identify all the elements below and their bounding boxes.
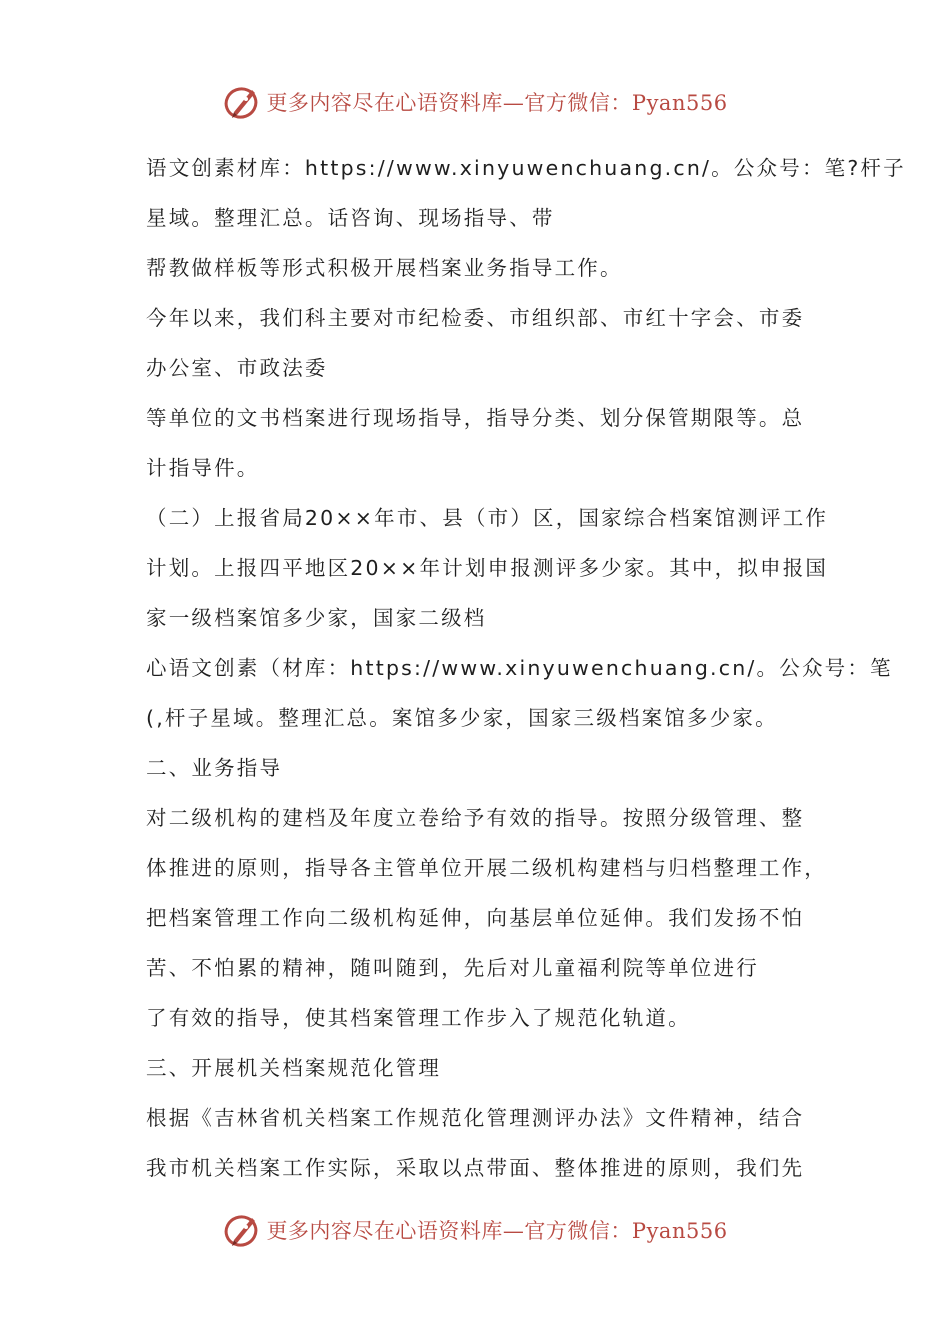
body-line: 办公室、市政法委	[146, 356, 328, 380]
body-line: 家一级档案馆多少家，国家二级档	[146, 606, 487, 630]
body-line: 星域。整理汇总。话咨询、现场指导、带	[146, 206, 555, 230]
header-banner	[0, 80, 950, 124]
body-line: 计指导件。	[146, 456, 260, 480]
body-line: 今年以来，我们科主要对市纪检委、市组织部、市红十字会、市委	[146, 306, 805, 330]
body-line: 心语文创素（材库：https://www.xinyuwenchuang.cn/。公众号：笔	[146, 656, 893, 680]
body-line: 体推进的原则，指导各主管单位开展二级机构建档与归档整理工作，	[146, 856, 827, 880]
body-line: 苦、不怕累的精神，随叫随到，先后对儿童福利院等单位进行	[146, 956, 759, 980]
footer-banner	[0, 1208, 950, 1252]
pen-nib-logo-icon	[222, 82, 262, 122]
banner-text: 更多内容尽在心语资料库—官方微信：Pyan556	[266, 1219, 728, 1243]
body-line: 计划。上报四平地区20××年计划申报测评多少家。其中，拟申报国	[146, 556, 829, 580]
banner-text: 更多内容尽在心语资料库—官方微信：Pyan556	[266, 91, 728, 115]
body-line: 帮教做样板等形式积极开展档案业务指导工作。	[146, 256, 623, 280]
document-body	[146, 143, 906, 1193]
body-line: 语文创素材库：https://www.xinyuwenchuang.cn/。公众号：笔?杆子	[146, 156, 906, 180]
body-line: 对二级机构的建档及年度立卷给予有效的指导。按照分级管理、整	[146, 806, 805, 830]
body-line: 了有效的指导，使其档案管理工作步入了规范化轨道。	[146, 1006, 691, 1030]
body-line: (,杆子星域。整理汇总。案馆多少家，国家三级档案馆多少家。	[146, 706, 778, 730]
body-line: 等单位的文书档案进行现场指导，指导分类、划分保管期限等。总	[146, 406, 805, 430]
pen-nib-logo-icon	[222, 1210, 262, 1250]
body-line: 我市机关档案工作实际，采取以点带面、整体推进的原则，我们先	[146, 1156, 805, 1180]
body-line: （二）上报省局20××年市、县（市）区，国家综合档案馆测评工作	[146, 506, 829, 530]
body-line: 把档案管理工作向二级机构延伸，向基层单位延伸。我们发扬不怕	[146, 906, 805, 930]
body-line: 根据《吉林省机关档案工作规范化管理测评办法》文件精神，结合	[146, 1106, 805, 1130]
section-heading: 二、业务指导	[146, 756, 283, 780]
section-heading: 三、开展机关档案规范化管理	[146, 1056, 442, 1080]
